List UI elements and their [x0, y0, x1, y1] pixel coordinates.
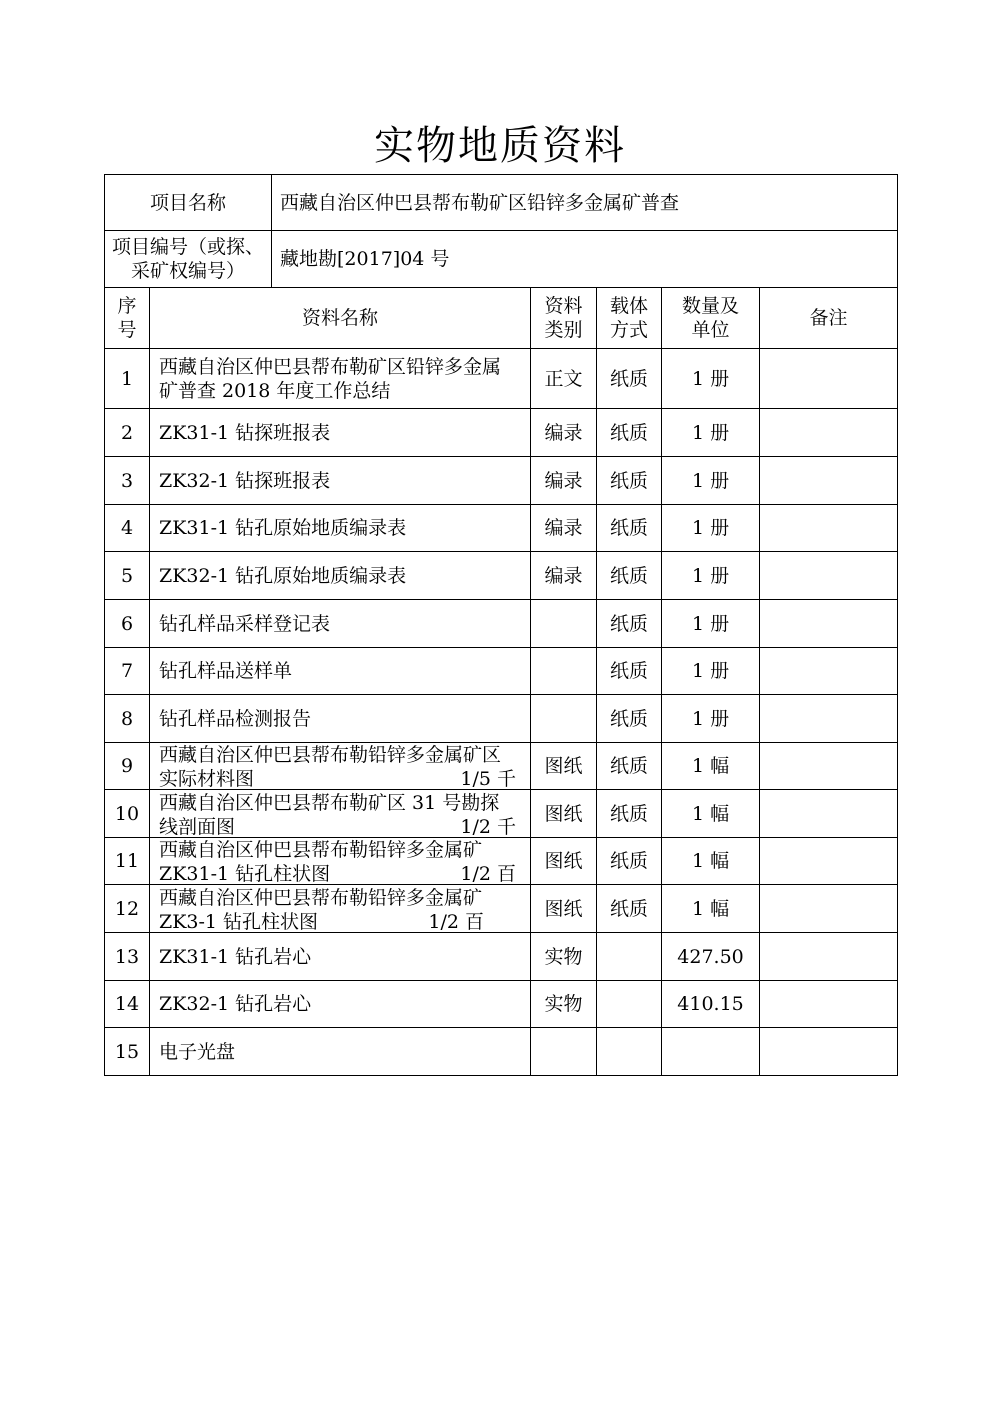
row-name: ZK32-1 钻探班报表 — [150, 457, 531, 505]
row-remark — [760, 695, 898, 743]
table-row — [105, 457, 898, 505]
document-title: 实物地质资料 — [374, 123, 626, 169]
row-category: 图纸 — [531, 743, 597, 790]
row-name-line2: 实际材料图 — [159, 768, 255, 789]
row-no: 10 — [105, 790, 150, 838]
row-quantity: 1 幅 — [662, 838, 760, 885]
row-category: 图纸 — [531, 790, 597, 838]
row-name — [150, 790, 531, 838]
row-category: 实物 — [531, 981, 597, 1028]
row-medium: 纸质 — [597, 743, 662, 790]
row-remark — [760, 1028, 898, 1076]
col-name-header: 资料名称 — [150, 288, 531, 349]
row-name: 钻孔样品送样单 — [150, 648, 531, 695]
col-seq-line1: 序 — [117, 295, 137, 317]
col-category-line1: 资料 — [544, 295, 583, 317]
row-scale: 1/2 百 — [460, 863, 517, 884]
project-code-label-line1: 项目编号（或探、 — [112, 236, 265, 258]
row-name-line1: 西藏自治区仲巴县帮布勒铅锌多金属矿 — [159, 839, 483, 861]
row-scale: 1/2 千 — [460, 815, 517, 837]
row-medium: 纸质 — [597, 409, 662, 457]
row-name — [150, 838, 531, 885]
row-scale: 1/5 千 — [460, 768, 517, 789]
row-no: 7 — [105, 648, 150, 695]
row-name-line2: 矿普查 2018 年度工作总结 — [159, 379, 391, 402]
row-category: 图纸 — [531, 885, 597, 933]
project-code-value: 藏地勘[2017]04 号 — [272, 231, 898, 288]
table-row — [105, 409, 898, 457]
row-remark — [760, 600, 898, 648]
row-name: ZK31-1 钻孔原始地质编录表 — [150, 505, 531, 552]
row-category: 编录 — [531, 505, 597, 552]
row-no: 3 — [105, 457, 150, 505]
table-row — [105, 648, 898, 695]
row-quantity: 1 册 — [662, 349, 760, 409]
row-name — [150, 743, 531, 790]
table-row — [105, 790, 898, 838]
row-name-line1: 西藏自治区仲巴县帮布勒矿区铅锌多金属 — [159, 355, 502, 378]
row-category: 编录 — [531, 409, 597, 457]
row-quantity: 1 册 — [662, 648, 760, 695]
row-no: 5 — [105, 552, 150, 600]
row-name — [150, 885, 531, 933]
row-medium: 纸质 — [597, 790, 662, 838]
row-name-line1: 西藏自治区仲巴县帮布勒铅锌多金属矿 — [159, 886, 483, 909]
col-remark-header: 备注 — [760, 288, 898, 349]
row-remark — [760, 409, 898, 457]
col-quantity-line2: 单位 — [691, 319, 730, 341]
row-medium: 纸质 — [597, 505, 662, 552]
row-name: ZK32-1 钻孔原始地质编录表 — [150, 552, 531, 600]
project-name-label: 项目名称 — [105, 175, 272, 231]
project-code-label — [105, 231, 272, 288]
row-quantity: 1 册 — [662, 505, 760, 552]
row-quantity: 1 幅 — [662, 790, 760, 838]
row-remark — [760, 552, 898, 600]
col-category-header — [531, 288, 597, 349]
row-quantity — [662, 1028, 760, 1076]
row-no: 4 — [105, 505, 150, 552]
row-remark — [760, 933, 898, 981]
row-name-line2: 线剖面图 — [159, 815, 236, 837]
row-medium — [597, 933, 662, 981]
row-medium: 纸质 — [597, 838, 662, 885]
row-no: 9 — [105, 743, 150, 790]
row-quantity: 1 册 — [662, 457, 760, 505]
row-category — [531, 648, 597, 695]
row-medium: 纸质 — [597, 349, 662, 409]
table-row — [105, 981, 898, 1028]
row-medium: 纸质 — [597, 648, 662, 695]
table-row — [105, 552, 898, 600]
row-quantity: 1 册 — [662, 552, 760, 600]
row-no: 1 — [105, 349, 150, 409]
table-row — [105, 743, 898, 790]
project-code-label-line2: 采矿权编号） — [131, 260, 246, 282]
table-row — [105, 933, 898, 981]
material-table — [104, 174, 898, 1076]
row-remark — [760, 981, 898, 1028]
row-name-line1: 西藏自治区仲巴县帮布勒铅锌多金属矿区 — [159, 744, 502, 766]
row-quantity: 1 册 — [662, 409, 760, 457]
row-category — [531, 1028, 597, 1076]
row-scale: 1/2 百 — [428, 910, 485, 932]
row-remark — [760, 790, 898, 838]
row-quantity: 410.15 — [662, 981, 760, 1028]
col-quantity-header — [662, 288, 760, 349]
row-name-line1: 西藏自治区仲巴县帮布勒矿区 31 号勘探 — [159, 791, 500, 814]
col-seq-line2: 号 — [117, 319, 137, 341]
row-medium — [597, 1028, 662, 1076]
row-name: ZK32-1 钻孔岩心 — [150, 981, 531, 1028]
row-no: 13 — [105, 933, 150, 981]
row-no: 11 — [105, 838, 150, 885]
col-medium-line2: 方式 — [610, 319, 649, 341]
col-seq-header — [105, 288, 150, 349]
row-category: 正文 — [531, 349, 597, 409]
row-medium: 纸质 — [597, 600, 662, 648]
row-medium: 纸质 — [597, 552, 662, 600]
row-medium — [597, 981, 662, 1028]
col-medium-header — [597, 288, 662, 349]
row-name — [150, 349, 531, 409]
project-name-row — [105, 175, 898, 231]
row-category: 图纸 — [531, 838, 597, 885]
row-medium: 纸质 — [597, 695, 662, 743]
row-medium: 纸质 — [597, 457, 662, 505]
row-name: ZK31-1 钻孔岩心 — [150, 933, 531, 981]
row-no: 12 — [105, 885, 150, 933]
row-category: 编录 — [531, 457, 597, 505]
row-remark — [760, 743, 898, 790]
row-category — [531, 695, 597, 743]
col-quantity-line1: 数量及 — [682, 295, 740, 317]
table-row — [105, 349, 898, 409]
row-category — [531, 600, 597, 648]
table-row — [105, 838, 898, 885]
col-category-line2: 类别 — [544, 319, 583, 341]
table-row — [105, 505, 898, 552]
row-name: ZK31-1 钻探班报表 — [150, 409, 531, 457]
row-name: 钻孔样品采样登记表 — [150, 600, 531, 648]
row-remark — [760, 885, 898, 933]
row-remark — [760, 648, 898, 695]
row-no: 8 — [105, 695, 150, 743]
row-quantity: 427.50 — [662, 933, 760, 981]
table-row — [105, 1028, 898, 1076]
table-row — [105, 885, 898, 933]
project-code-row — [105, 231, 898, 288]
row-no: 2 — [105, 409, 150, 457]
table-row — [105, 695, 898, 743]
row-quantity: 1 幅 — [662, 885, 760, 933]
column-header-row — [105, 288, 898, 349]
row-no: 15 — [105, 1028, 150, 1076]
row-name-line2: ZK31-1 钻孔柱状图 — [159, 863, 331, 884]
row-remark — [760, 505, 898, 552]
row-remark — [760, 457, 898, 505]
col-medium-line1: 载体 — [610, 295, 649, 317]
row-quantity: 1 册 — [662, 600, 760, 648]
row-quantity: 1 幅 — [662, 743, 760, 790]
project-name-value: 西藏自治区仲巴县帮布勒矿区铅锌多金属矿普查 — [272, 175, 898, 231]
row-remark — [760, 349, 898, 409]
row-category: 实物 — [531, 933, 597, 981]
row-quantity: 1 册 — [662, 695, 760, 743]
row-category: 编录 — [531, 552, 597, 600]
row-remark — [760, 838, 898, 885]
row-name-line2: ZK3-1 钻孔柱状图 — [159, 910, 319, 932]
table-row — [105, 600, 898, 648]
row-medium: 纸质 — [597, 885, 662, 933]
row-name: 钻孔样品检测报告 — [150, 695, 531, 743]
row-no: 14 — [105, 981, 150, 1028]
row-name: 电子光盘 — [150, 1028, 531, 1076]
row-no: 6 — [105, 600, 150, 648]
